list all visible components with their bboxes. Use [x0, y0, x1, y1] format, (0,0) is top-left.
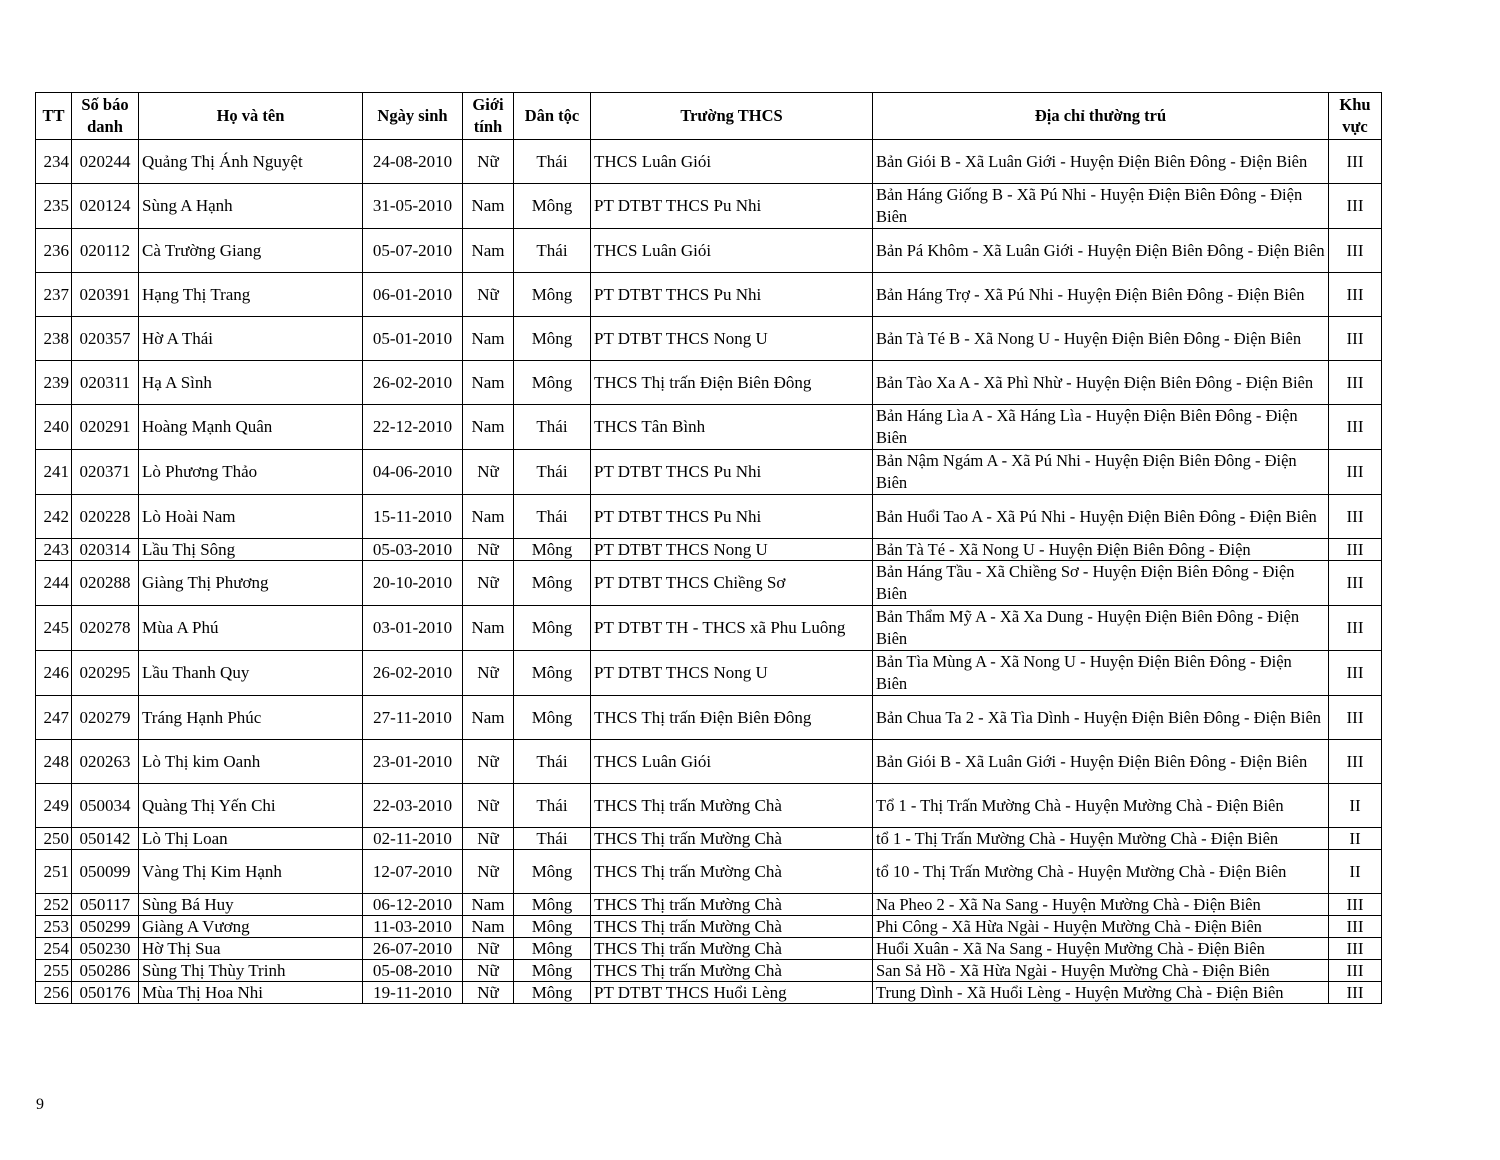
row-address: Bản Giói B - Xã Luân Giới - Huyện Điện Biên Đông - Điện Biên	[873, 740, 1329, 784]
row-school: PT DTBT THCS Nong U	[591, 539, 873, 561]
row-school: THCS Thị trấn Mường Chà	[591, 938, 873, 960]
table-row	[36, 894, 1382, 916]
row-address: Phi Công - Xã Hừa Ngài - Huyện Mường Chà - Điện Biên	[873, 916, 1329, 938]
row-name: Giàng A Vương	[139, 916, 363, 938]
row-gender: Nam	[463, 229, 514, 273]
row-ethnic: Mông	[514, 361, 591, 405]
row-gender: Nữ	[463, 651, 514, 696]
row-name: Mùa A Phú	[139, 606, 363, 651]
row-ethnic: Mông	[514, 894, 591, 916]
row-dob: 20-10-2010	[363, 561, 463, 606]
row-address: Huổi Xuân - Xã Na Sang - Huyện Mường Chà - Điện Biên	[873, 938, 1329, 960]
row-name: Hạ A Sình	[139, 361, 363, 405]
row-address: Bản Háng Trợ - Xã Pú Nhi - Huyện Điện Biên Đông - Điện Biên	[873, 273, 1329, 317]
header-dob: Ngày sinh	[363, 93, 463, 140]
row-sbd: 020279	[72, 696, 139, 740]
row-ethnic: Mông	[514, 982, 591, 1004]
row-address: Bản Háng Giống B - Xã Pú Nhi - Huyện Điện Biên Đông - Điện Biên	[873, 184, 1329, 229]
row-zone: III	[1329, 561, 1382, 606]
row-dob: 24-08-2010	[363, 140, 463, 184]
row-zone: III	[1329, 495, 1382, 539]
row-ethnic: Thái	[514, 140, 591, 184]
row-gender: Nữ	[463, 273, 514, 317]
row-ethnic: Thái	[514, 828, 591, 850]
row-name: Sùng Bá Huy	[139, 894, 363, 916]
table-row	[36, 317, 1382, 361]
row-dob: 23-01-2010	[363, 740, 463, 784]
row-school: PT DTBT TH - THCS xã Phu Luông	[591, 606, 873, 651]
table-row	[36, 696, 1382, 740]
row-address: Bản Tào Xa A - Xã Phì Nhừ - Huyện Điện Biên Đông - Điện Biên	[873, 361, 1329, 405]
table-row	[36, 539, 1382, 561]
row-address: Bản Huổi Tao A - Xã Pú Nhi - Huyện Điện Biên Đông - Điện Biên	[873, 495, 1329, 539]
table-row	[36, 361, 1382, 405]
row-name: Hờ A Thái	[139, 317, 363, 361]
row-name: Quàng Thị Yến Chi	[139, 784, 363, 828]
row-ethnic: Mông	[514, 938, 591, 960]
row-address: Bản Tà Té - Xã Nong U - Huyện Điện Biên Đông - Điện	[873, 539, 1329, 561]
row-sbd: 020291	[72, 405, 139, 450]
row-zone: III	[1329, 651, 1382, 696]
row-ethnic: Mông	[514, 850, 591, 894]
row-zone: III	[1329, 938, 1382, 960]
row-gender: Nữ	[463, 784, 514, 828]
row-zone: II	[1329, 828, 1382, 850]
table-row	[36, 982, 1382, 1004]
table-row	[36, 184, 1382, 229]
row-zone: III	[1329, 696, 1382, 740]
row-school: THCS Luân Giói	[591, 229, 873, 273]
row-gender: Nữ	[463, 960, 514, 982]
table-row	[36, 916, 1382, 938]
row-dob: 05-07-2010	[363, 229, 463, 273]
row-dob: 22-12-2010	[363, 405, 463, 450]
row-address: Bản Nậm Ngám A - Xã Pú Nhi - Huyện Điện Biên Đông - Điện Biên	[873, 450, 1329, 495]
row-sbd: 050117	[72, 894, 139, 916]
row-tt: 245	[36, 606, 72, 651]
row-gender: Nữ	[463, 740, 514, 784]
row-gender: Nam	[463, 696, 514, 740]
row-name: Sùng Thị Thùy Trinh	[139, 960, 363, 982]
row-gender: Nữ	[463, 982, 514, 1004]
header-name: Họ và tên	[139, 93, 363, 140]
table-row	[36, 740, 1382, 784]
row-name: Cà Trường Giang	[139, 229, 363, 273]
row-name: Hoàng Mạnh Quân	[139, 405, 363, 450]
row-school: PT DTBT THCS Chiềng Sơ	[591, 561, 873, 606]
table-row	[36, 140, 1382, 184]
table-row	[36, 450, 1382, 495]
header-sbd: Số báo danh	[72, 93, 139, 140]
row-name: Hạng Thị Trang	[139, 273, 363, 317]
row-address: Bản Tìa Mùng A - Xã Nong U - Huyện Điện Biên Đông - Điện Biên	[873, 651, 1329, 696]
row-tt: 236	[36, 229, 72, 273]
row-gender: Nam	[463, 495, 514, 539]
row-tt: 234	[36, 140, 72, 184]
row-tt: 240	[36, 405, 72, 450]
row-school: THCS Thị trấn Mường Chà	[591, 916, 873, 938]
table-row	[36, 273, 1382, 317]
row-tt: 255	[36, 960, 72, 982]
row-zone: III	[1329, 982, 1382, 1004]
row-name: Vàng Thị Kim Hạnh	[139, 850, 363, 894]
row-ethnic: Mông	[514, 539, 591, 561]
header-address: Địa chỉ thường trú	[873, 93, 1329, 140]
row-sbd: 020311	[72, 361, 139, 405]
row-tt: 247	[36, 696, 72, 740]
header-school: Trường THCS	[591, 93, 873, 140]
row-zone: III	[1329, 894, 1382, 916]
row-zone: II	[1329, 850, 1382, 894]
row-name: Lò Thị kim Oanh	[139, 740, 363, 784]
row-dob: 27-11-2010	[363, 696, 463, 740]
table-row	[36, 938, 1382, 960]
row-tt: 250	[36, 828, 72, 850]
header-tt: TT	[36, 93, 72, 140]
row-gender: Nam	[463, 894, 514, 916]
row-dob: 26-02-2010	[363, 651, 463, 696]
row-tt: 235	[36, 184, 72, 229]
row-gender: Nữ	[463, 828, 514, 850]
row-school: THCS Thị trấn Mường Chà	[591, 784, 873, 828]
row-zone: III	[1329, 539, 1382, 561]
row-sbd: 020357	[72, 317, 139, 361]
row-school: PT DTBT THCS Nong U	[591, 317, 873, 361]
row-dob: 02-11-2010	[363, 828, 463, 850]
row-name: Lầu Thanh Quy	[139, 651, 363, 696]
table-body	[36, 140, 1382, 1004]
row-tt: 246	[36, 651, 72, 696]
row-tt: 251	[36, 850, 72, 894]
row-name: Hờ Thị Sua	[139, 938, 363, 960]
row-address: Bản Tà Té B - Xã Nong U - Huyện Điện Biên Đông - Điện Biên	[873, 317, 1329, 361]
row-name: Sùng A Hạnh	[139, 184, 363, 229]
row-zone: III	[1329, 450, 1382, 495]
header-zone: Khu vực	[1329, 93, 1382, 140]
row-gender: Nữ	[463, 938, 514, 960]
row-tt: 249	[36, 784, 72, 828]
row-address: Bản Háng Lìa A - Xã Háng Lìa - Huyện Điện Biên Đông - Điện Biên	[873, 405, 1329, 450]
row-name: Giàng Thị Phương	[139, 561, 363, 606]
row-dob: 19-11-2010	[363, 982, 463, 1004]
table-row	[36, 828, 1382, 850]
row-ethnic: Mông	[514, 273, 591, 317]
row-dob: 04-06-2010	[363, 450, 463, 495]
row-zone: III	[1329, 960, 1382, 982]
row-sbd: 020278	[72, 606, 139, 651]
row-dob: 06-12-2010	[363, 894, 463, 916]
row-tt: 253	[36, 916, 72, 938]
row-school: PT DTBT THCS Pu Nhi	[591, 495, 873, 539]
row-address: Bản Pá Khôm - Xã Luân Giới - Huyện Điện Biên Đông - Điện Biên	[873, 229, 1329, 273]
row-tt: 243	[36, 539, 72, 561]
table-row	[36, 495, 1382, 539]
row-school: THCS Thị trấn Điện Biên Đông	[591, 696, 873, 740]
row-sbd: 050286	[72, 960, 139, 982]
row-gender: Nữ	[463, 561, 514, 606]
row-tt: 237	[36, 273, 72, 317]
row-gender: Nữ	[463, 140, 514, 184]
row-dob: 22-03-2010	[363, 784, 463, 828]
row-school: THCS Thị trấn Mường Chà	[591, 894, 873, 916]
row-school: PT DTBT THCS Pu Nhi	[591, 184, 873, 229]
row-tt: 239	[36, 361, 72, 405]
row-sbd: 020371	[72, 450, 139, 495]
table-header-row	[36, 93, 1382, 140]
row-zone: III	[1329, 229, 1382, 273]
row-sbd: 020314	[72, 539, 139, 561]
row-school: PT DTBT THCS Nong U	[591, 651, 873, 696]
row-zone: III	[1329, 273, 1382, 317]
row-sbd: 020228	[72, 495, 139, 539]
row-zone: III	[1329, 140, 1382, 184]
table-row	[36, 405, 1382, 450]
row-dob: 05-01-2010	[363, 317, 463, 361]
row-tt: 242	[36, 495, 72, 539]
row-gender: Nam	[463, 184, 514, 229]
row-sbd: 020112	[72, 229, 139, 273]
row-dob: 12-07-2010	[363, 850, 463, 894]
row-school: THCS Thị trấn Mường Chà	[591, 960, 873, 982]
row-gender: Nữ	[463, 850, 514, 894]
row-address: Bản Chua Ta 2 - Xã Tìa Dình - Huyện Điện Biên Đông - Điện Biên	[873, 696, 1329, 740]
row-gender: Nam	[463, 916, 514, 938]
row-dob: 15-11-2010	[363, 495, 463, 539]
row-zone: III	[1329, 184, 1382, 229]
row-sbd: 020263	[72, 740, 139, 784]
table-row	[36, 229, 1382, 273]
row-gender: Nam	[463, 405, 514, 450]
row-school: PT DTBT THCS Pu Nhi	[591, 450, 873, 495]
row-dob: 26-07-2010	[363, 938, 463, 960]
row-ethnic: Thái	[514, 450, 591, 495]
row-sbd: 050099	[72, 850, 139, 894]
row-tt: 241	[36, 450, 72, 495]
row-sbd: 020391	[72, 273, 139, 317]
row-school: PT DTBT THCS Huổi Lèng	[591, 982, 873, 1004]
row-tt: 248	[36, 740, 72, 784]
row-gender: Nam	[463, 361, 514, 405]
header-ethnic: Dân tộc	[514, 93, 591, 140]
row-dob: 05-08-2010	[363, 960, 463, 982]
row-dob: 06-01-2010	[363, 273, 463, 317]
row-address: Na Pheo 2 - Xã Na Sang - Huyện Mường Chà - Điện Biên	[873, 894, 1329, 916]
row-school: THCS Thị trấn Điện Biên Đông	[591, 361, 873, 405]
row-name: Tráng Hạnh Phúc	[139, 696, 363, 740]
row-dob: 26-02-2010	[363, 361, 463, 405]
row-sbd: 020295	[72, 651, 139, 696]
row-ethnic: Thái	[514, 229, 591, 273]
row-zone: III	[1329, 740, 1382, 784]
table-row	[36, 651, 1382, 696]
row-gender: Nam	[463, 317, 514, 361]
row-gender: Nữ	[463, 450, 514, 495]
row-ethnic: Mông	[514, 960, 591, 982]
row-address: tổ 1 - Thị Trấn Mường Chà - Huyện Mường Chà - Điện Biên	[873, 828, 1329, 850]
row-dob: 31-05-2010	[363, 184, 463, 229]
row-tt: 254	[36, 938, 72, 960]
row-gender: Nam	[463, 606, 514, 651]
row-tt: 244	[36, 561, 72, 606]
row-ethnic: Thái	[514, 740, 591, 784]
table-row	[36, 606, 1382, 651]
row-name: Lầu Thị Sông	[139, 539, 363, 561]
row-school: THCS Tân Bình	[591, 405, 873, 450]
row-name: Mùa Thị Hoa Nhi	[139, 982, 363, 1004]
row-sbd: 020244	[72, 140, 139, 184]
row-school: PT DTBT THCS Pu Nhi	[591, 273, 873, 317]
page-number: 9	[36, 1096, 44, 1113]
row-ethnic: Mông	[514, 916, 591, 938]
row-zone: III	[1329, 361, 1382, 405]
row-sbd: 050230	[72, 938, 139, 960]
table-row	[36, 784, 1382, 828]
row-sbd: 050142	[72, 828, 139, 850]
row-ethnic: Thái	[514, 784, 591, 828]
row-zone: III	[1329, 317, 1382, 361]
row-ethnic: Thái	[514, 495, 591, 539]
row-zone: III	[1329, 405, 1382, 450]
row-zone: III	[1329, 916, 1382, 938]
row-sbd: 050034	[72, 784, 139, 828]
row-address: Tổ 1 - Thị Trấn Mường Chà - Huyện Mường Chà - Điện Biên	[873, 784, 1329, 828]
row-address: Trung Dình - Xã Huổi Lèng - Huyện Mường Chà - Điện Biên	[873, 982, 1329, 1004]
row-name: Lò Phương Thảo	[139, 450, 363, 495]
row-sbd: 050176	[72, 982, 139, 1004]
row-ethnic: Mông	[514, 317, 591, 361]
row-address: Bản Giói B - Xã Luân Giới - Huyện Điện Biên Đông - Điện Biên	[873, 140, 1329, 184]
row-school: THCS Thị trấn Mường Chà	[591, 828, 873, 850]
row-tt: 238	[36, 317, 72, 361]
row-tt: 252	[36, 894, 72, 916]
row-name: Lò Thị Loan	[139, 828, 363, 850]
row-name: Quảng Thị Ánh Nguyệt	[139, 140, 363, 184]
row-ethnic: Thái	[514, 405, 591, 450]
table-row	[36, 850, 1382, 894]
row-zone: II	[1329, 784, 1382, 828]
row-gender: Nữ	[463, 539, 514, 561]
row-ethnic: Mông	[514, 561, 591, 606]
row-school: THCS Luân Giói	[591, 140, 873, 184]
table-row	[36, 960, 1382, 982]
row-dob: 11-03-2010	[363, 916, 463, 938]
header-gender: Giới tính	[463, 93, 514, 140]
row-sbd: 020288	[72, 561, 139, 606]
row-name: Lò Hoài Nam	[139, 495, 363, 539]
row-address: Bản Thẩm Mỹ A - Xã Xa Dung - Huyện Điện Biên Đông - Điện Biên	[873, 606, 1329, 651]
row-ethnic: Mông	[514, 696, 591, 740]
row-ethnic: Mông	[514, 651, 591, 696]
row-address: San Sả Hồ - Xã Hừa Ngài - Huyện Mường Chà - Điện Biên	[873, 960, 1329, 982]
row-address: Bản Háng Tầu - Xã Chiềng Sơ - Huyện Điện Biên Đông - Điện Biên	[873, 561, 1329, 606]
row-sbd: 050299	[72, 916, 139, 938]
row-tt: 256	[36, 982, 72, 1004]
row-address: tổ 10 - Thị Trấn Mường Chà - Huyện Mường Chà - Điện Biên	[873, 850, 1329, 894]
row-dob: 05-03-2010	[363, 539, 463, 561]
row-dob: 03-01-2010	[363, 606, 463, 651]
row-sbd: 020124	[72, 184, 139, 229]
student-list-table	[35, 92, 1382, 1004]
row-zone: III	[1329, 606, 1382, 651]
row-ethnic: Mông	[514, 184, 591, 229]
table-row	[36, 561, 1382, 606]
row-school: THCS Luân Giói	[591, 740, 873, 784]
row-school: THCS Thị trấn Mường Chà	[591, 850, 873, 894]
row-ethnic: Mông	[514, 606, 591, 651]
